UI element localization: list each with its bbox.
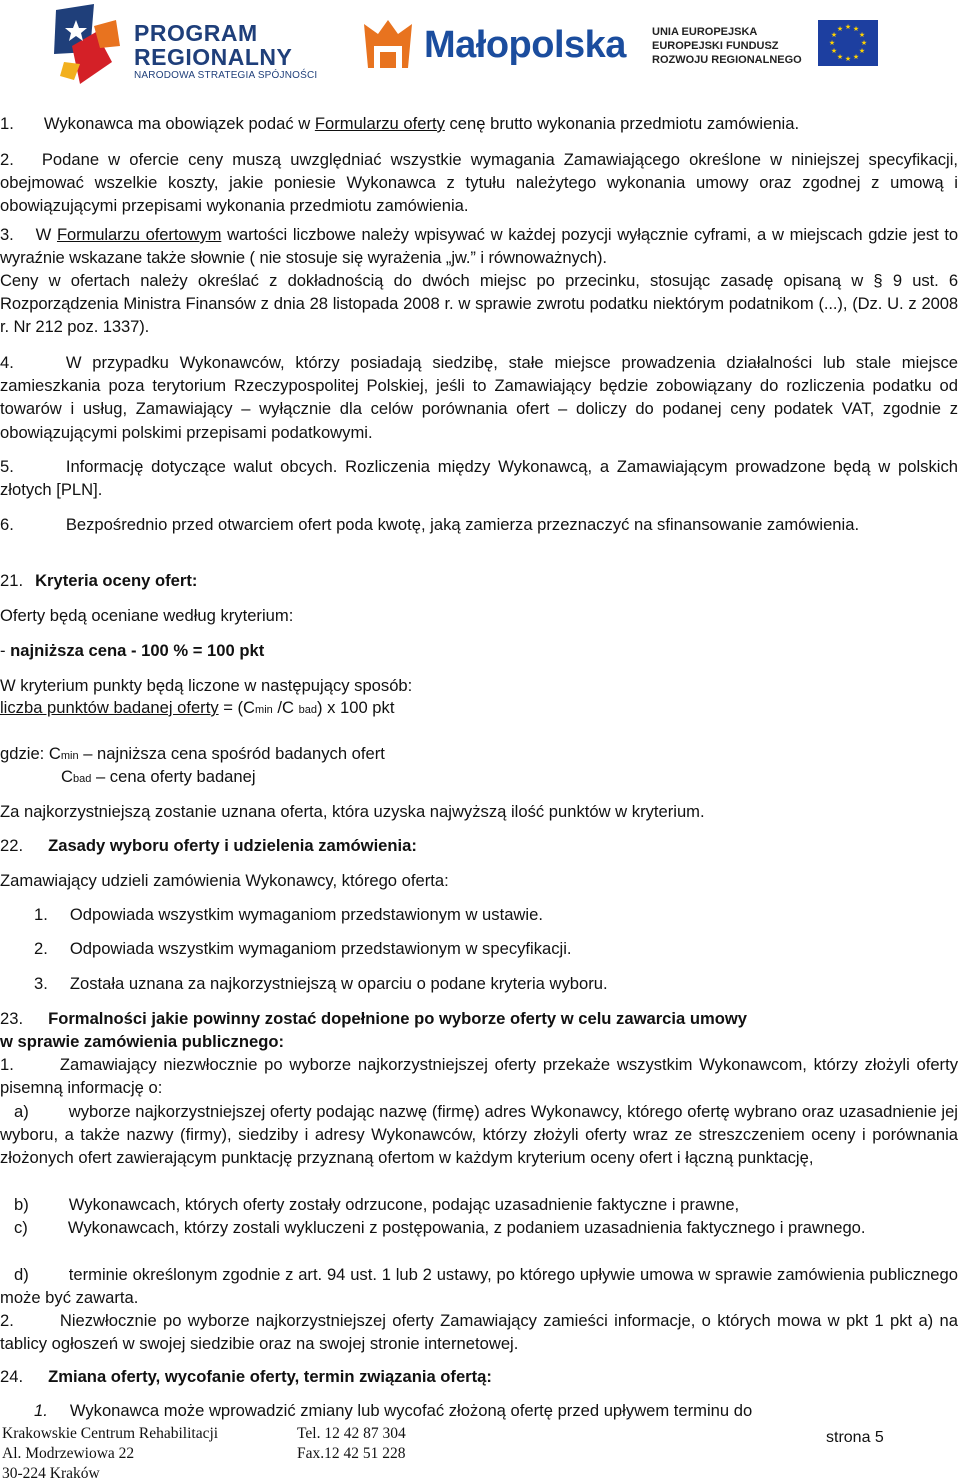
footer-tel: Tel. 12 42 87 304 bbox=[297, 1425, 406, 1442]
eu-label-1: UNIA EUROPEJSKA bbox=[652, 26, 758, 38]
svg-text:★: ★ bbox=[844, 55, 852, 63]
section-22-item-1: 1. Odpowiada wszystkim wymaganiom przedstawionym w ustawie. bbox=[34, 905, 543, 924]
section-21-last: Za najkorzystniejszą zostanie uznana oferta, która uzyska najwyższą ilość punktów w kryterium. bbox=[0, 802, 705, 821]
section-21-formula: liczba punktów badanej oferty = (Cmin /C bad) x 100 pkt bbox=[0, 698, 395, 717]
svg-text:★: ★ bbox=[836, 25, 844, 33]
section-21-criterion: - najniższa cena - 100 % = 100 pkt bbox=[0, 641, 265, 660]
formularz-oferty-link: Formularzu oferty bbox=[314, 114, 445, 133]
svg-text:★: ★ bbox=[858, 47, 866, 55]
section-21-line-1: Oferty będą oceniane według kryterium: bbox=[0, 606, 294, 625]
section-21-where-2: Cbad – cena oferty badanej bbox=[61, 767, 256, 786]
footer-city: 30-224 Kraków bbox=[2, 1465, 100, 1482]
section-23-item-b: b) Wykonawcach, których oferty zostały odrzucone, podając uzasadnienie faktyczne i prawne, bbox=[14, 1195, 740, 1214]
strategia-label: NARODOWA STRATEGIA SPÓJNOŚCI bbox=[134, 70, 318, 81]
eu-label-3: ROZWOJU REGIONALNEGO bbox=[652, 54, 802, 66]
section-22-item-3: 3. Została uznana za najkorzystniejszą w oparciu o podane kryteria wyboru. bbox=[34, 974, 608, 993]
document-header bbox=[0, 0, 960, 96]
paragraph-5: 5. Informację dotyczące walut obcych. Rozliczenia między Wykonawcą, a Zamawiającym prowadzone będą w polskich złotych [PLN]. bbox=[0, 457, 958, 500]
section-21-heading: 21. Kryteria oceny ofert: bbox=[0, 571, 198, 590]
paragraph-2: 2. Podane w ofercie ceny muszą uwzględniać wszystkie wymagania Zamawiającego określone w niniejszej specyfikacji, obejmować wszelkie koszty, jakie poniesie Wykonawca z tytułu należytego wykonania umowy oraz zgodnej z umową i obowiązującymi przepisami wykonania przedmiotu zamówienia. bbox=[0, 150, 958, 216]
paragraph-4: 4. W przypadku Wykonawców, którzy posiadają siedzibę, stałe miejsce prowadzenia działalności lub stale miejsce zamieszkania poza terytorium Rzeczypospolitej Polskiej, jeśli to Zamawiający będzie zobowiązany do rozliczenia podatku od towarów i usług, Zamawiający – wyłącznie dla celów porównania ofert – doliczy do podanej ceny podatek VAT, zgodnie z obowiązującymi polskimi przepisami podatkowymi. bbox=[0, 353, 958, 442]
footer-fax: Fax.12 42 51 228 bbox=[297, 1445, 406, 1462]
page-number: strona 5 bbox=[826, 1429, 884, 1446]
malopolska-emblem-icon bbox=[358, 16, 418, 82]
footer-street: Al. Modrzewiowa 22 bbox=[2, 1445, 135, 1462]
regionalny-label: REGIONALNY bbox=[134, 44, 293, 70]
section-21-line-3: W kryterium punkty będą liczone w następujący sposób: bbox=[0, 676, 413, 695]
section-23-item-c: c) Wykonawcach, którzy zostali wykluczeni z postępowania, z podaniem uzasadnienia faktycznego i prawnego. bbox=[14, 1218, 866, 1237]
malopolska-label: Małopolska bbox=[424, 24, 626, 66]
svg-text:★: ★ bbox=[844, 23, 852, 31]
svg-text:★: ★ bbox=[852, 53, 860, 61]
svg-text:★: ★ bbox=[858, 31, 866, 39]
svg-text:★: ★ bbox=[830, 47, 838, 55]
footer-address bbox=[2, 1424, 218, 1484]
section-24-point-1: 1. Wykonawca może wprowadzić zmiany lub wycofać złożoną ofertę przed upływem terminu do bbox=[34, 1401, 753, 1420]
paragraph-1: 1. Wykonawca ma obowiązek podać w Formularzu oferty cenę brutto wykonania przedmiotu zamówienia. bbox=[0, 114, 800, 133]
section-23-point-2: 2. Niezwłocznie po wyborze najkorzystniejszej oferty Zamawiający zamieści informacje, o których mowa w pkt 1 pkt a) na tablicy ogłoszeń w swojej siedzibie oraz na swojej stronie internetowej. bbox=[0, 1311, 958, 1354]
program-label: PROGRAM bbox=[134, 20, 258, 46]
document-footer bbox=[0, 1424, 960, 1482]
section-22-heading: 22. Zasady wyboru oferty i udzielenia zamówienia: bbox=[0, 836, 417, 855]
eu-logo bbox=[652, 22, 882, 82]
malopolska-logo bbox=[358, 16, 628, 82]
section-23-heading: 23. Formalności jakie powinny zostać dopełnione po wyborze oferty w celu zawarcia umowy bbox=[0, 1009, 748, 1028]
section-23-item-d: d) terminie określonym zgodnie z art. 94 ust. 1 lub 2 ustawy, po którego upływie umowa w sprawie zamówienia publicznego może być zawarta. bbox=[0, 1265, 958, 1308]
paragraph-6: 6. Bezpośrednio przed otwarciem ofert poda kwotę, jaką zamierza przeznaczyć na sfinansowanie zamówienia. bbox=[0, 515, 860, 534]
program-regionalny-logo bbox=[50, 2, 340, 88]
section-21-where-1: gdzie: Cmin – najniższa cena spośród badanych ofert bbox=[0, 744, 385, 763]
section-22-item-2: 2. Odpowiada wszystkim wymaganiom przedstawionym w specyfikacji. bbox=[34, 939, 572, 958]
eu-flag-icon bbox=[818, 20, 878, 66]
footer-contact bbox=[297, 1424, 406, 1464]
svg-text:★: ★ bbox=[860, 39, 868, 47]
section-23-point-1: 1. Zamawiający niezwłocznie po wyborze najkorzystniejszej oferty przekaże wszystkim Wykonawcom, którzy złożyli oferty pisemną informację o: bbox=[0, 1055, 958, 1098]
eu-label-2: EUROPEJSKI FUNDUSZ bbox=[652, 40, 779, 52]
program-regionalny-emblem-icon bbox=[50, 2, 130, 88]
section-23-item-a: a) wyborze najkorzystniejszej oferty podając nazwę (firmę) adres Wykonawcy, którego ofertę wybrano oraz uzasadnienie jej wyboru, a także nazwy (firmy), siedziby i adresy Wykonawców, którzy złożyli oferty wraz ze streszczeniem oceny i porównania złożonych ofert zawierającym punktację przyznaną ofertom w każdym kryterium oceny ofert i łączną punktację, bbox=[0, 1102, 958, 1168]
paragraph-3-prices: Ceny w ofertach należy określać z dokładnością do dwóch miejsc po przecinku, stosując zasadę opisaną w § 9 ust. 6 Rozporządzenia Ministra Finansów z dnia 28 listopada 2008 r. w sprawie zwrotu podatku niektórym podatnikom (...), (Dz. U. z 2008 r. Nr 212 poz. 1337). bbox=[0, 271, 958, 337]
section-24-heading: 24. Zmiana oferty, wycofanie oferty, termin związania ofertą: bbox=[0, 1367, 492, 1386]
svg-text:★: ★ bbox=[852, 25, 860, 33]
section-22-intro: Zamawiający udzieli zamówienia Wykonawcy, którego oferta: bbox=[0, 871, 449, 890]
formularz-ofertowy-link: Formularzu ofertowym bbox=[56, 225, 222, 244]
paragraph-3: 3. W Formularzu ofertowym wartości liczbowe należy wpisywać w każdej pozycji wyłącznie cyframi, a w miejscach gdzie jest to wyraźnie wskazane także słownie ( nie stosuje się wyrażenia „jw.” i równoważnych). bbox=[0, 225, 959, 268]
footer-org: Krakowskie Centrum Rehabilitacji bbox=[2, 1425, 219, 1442]
svg-text:★: ★ bbox=[828, 39, 836, 47]
section-23-heading-2: w sprawie zamówienia publicznego: bbox=[0, 1032, 284, 1051]
svg-text:★: ★ bbox=[836, 53, 844, 61]
svg-text:★: ★ bbox=[830, 31, 838, 39]
